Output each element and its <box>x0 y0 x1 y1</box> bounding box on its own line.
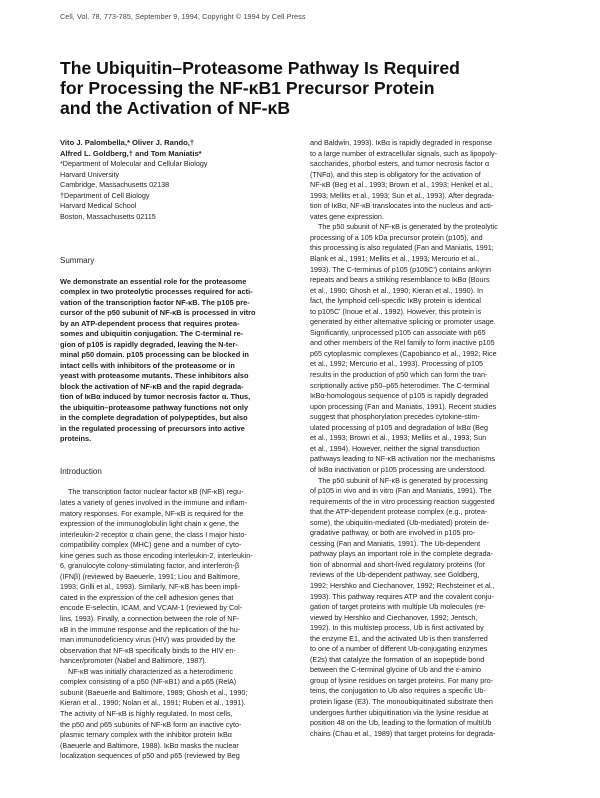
body-line: vates gene expression. <box>310 211 384 221</box>
intro-line: The activity of NF-κB is highly regulated. In most cells, <box>60 708 233 718</box>
intro-line: complex consisting of a p50 (NF-κB1) and a p65 (RelA) <box>60 677 237 687</box>
body-line: processing of a 105 kDa precursor protein (p105), and <box>310 232 483 242</box>
intro-line: matory responses. For example, NF-κB is required for the <box>60 508 244 518</box>
intro-line: kine genes such as those encoding interleukin-2, interleukin- <box>60 550 253 560</box>
running-head: Cell, Vol. 78, 773-785, September 9, 1994, Copyright © 1994 by Cell Press <box>60 12 306 21</box>
right-column <box>310 138 542 739</box>
affiliation-line: Cambridge, Massachusetts 02138 <box>60 180 170 190</box>
body-line: to p105C' (Inoue et al., 1992). However, this protein is <box>310 306 482 316</box>
summary-line: cursor of the p50 subunit of NF-κB is processed in vitro <box>60 308 256 318</box>
body-line: Blank et al., 1991; Mellits et al., 1993; Mercurio et al., <box>310 254 479 264</box>
title-line: for Processing the NF-κB1 Precursor Protein <box>60 78 435 98</box>
summary-line: We demonstrate an essential role for the proteasome <box>60 276 247 286</box>
body-line: fact, the lymphoid cell-specific IκBγ protein is identical <box>310 296 481 306</box>
body-line: generated by either alternative splicing or promoter usage. <box>310 317 496 327</box>
body-line: undergoes further ubiquitination via the lysine residue at <box>310 707 489 717</box>
body-line: saccharides, phorbol esters, and tumor necrosis factor α <box>310 159 490 169</box>
body-line: and Baldwin, 1993). IκBα is rapidly degraded in response <box>310 138 492 147</box>
body-line: et al., 1994). However, neither the signal transduction <box>310 443 480 453</box>
summary-line: complex in two proteolytic processes required for acti- <box>60 287 253 297</box>
paragraph <box>310 476 542 740</box>
summary-line: in the complete degradation of polypeptides, but also <box>60 413 248 423</box>
intro-line: encode E-selectin, ICAM, and VCAM-1 (reviewed by Col- <box>60 603 243 613</box>
body-line: pathway plays an important role in the complete degrada- <box>310 549 493 559</box>
body-line: position 48 on the Ub, leading to the formation of multiUb <box>310 718 492 728</box>
affiliation-line: Harvard University <box>60 169 120 179</box>
body-line: repeats and bears a striking resemblance to IκBα (Bours <box>310 275 490 285</box>
body-line: of IκBα inactivation or p105 processing are understood. <box>310 464 486 474</box>
body-line: et al., 1990; Ghosh et al., 1990; Kieran et al., 1990). In <box>310 285 484 295</box>
body-line: pathways leading to NF-κB activation nor the mechanisms <box>310 454 495 464</box>
body-line: 1992). In this multistep process, Ub is first activated by <box>310 623 484 633</box>
body-line: gation of target proteins with multiple Ub molecules (re- <box>310 602 486 612</box>
left-column <box>60 138 288 762</box>
body-line: some), the ubiquitin-mediated (Ub-mediated) protein de- <box>310 517 489 527</box>
body-line: The p50 subunit of NF-κB is generated by the proteolytic <box>318 222 498 232</box>
body-line: suggest that phosphorylation precedes cytokine-stim- <box>310 412 480 422</box>
intro-line: 1993; Grilli et al., 1993). Similarly, NF-κB has been impli- <box>60 582 241 592</box>
summary-line: minal p50 domain. p105 processing can be blocked in <box>60 350 249 360</box>
intro-line: lins, 1993). Finally, a connection between the role of NF- <box>60 614 240 624</box>
intro-line: plasmic ternary complex with the inhibitor protein IκBα <box>60 730 232 740</box>
body-line: et al., 1992; Mercurio et al., 1993). Processing of p105 <box>310 359 483 369</box>
introduction-heading: Introduction <box>60 466 102 476</box>
body-line: gradative pathway, or both are involved in p105 pro- <box>310 528 476 538</box>
summary-line: yeast with proteasome mutants. These inhibitors also <box>60 371 249 381</box>
body-line: 1992; Hershko and Ciechanover, 1992; Rechsteiner et al., <box>310 580 495 590</box>
intro-line: κB in the immune response and the replication of the hu- <box>60 624 241 634</box>
body-line: group of lysine residues on target proteins. For many pro- <box>310 675 493 685</box>
summary-line: by an ATP-dependent process that requires protea- <box>60 318 240 328</box>
author-line: Alfred L. Goldberg,† and Tom Maniatis* <box>60 148 202 158</box>
body-line: (TNFα), and this step is obligatory for the activation of <box>310 169 481 179</box>
summary-line: gion of p105 is rapidly degraded, leaving the N-ter- <box>60 339 238 349</box>
body-line: teins, the conjugation to Ub also requires a specific Ub- <box>310 686 486 696</box>
body-line: 1993; Mellits et al., 1993; Sun et al., 1993). After degrada- <box>310 190 495 200</box>
body-line: this processing is also regulated (Fan and Maniatis, 1991; <box>310 243 494 253</box>
intro-line: Kieran et al., 1990; Nolan et al., 1991; Ruben et al., 1991). <box>60 698 246 708</box>
body-line: NF-κB (Beg et al., 1993; Brown et al., 1993; Henkel et al., <box>310 180 493 190</box>
summary-line: in the regulated processing of precursors into active <box>60 423 245 433</box>
body-line: 1993). This pathway requires ATP and the covalent conju- <box>310 591 494 601</box>
intro-line: interleukin-2 receptor α chain gene, the class I major histo- <box>60 529 247 539</box>
intro-line: lates a variety of genes involved in the immune and inflam- <box>60 498 247 508</box>
intro-line: hancer/promoter (Nabel and Baltimore, 1987). <box>60 656 207 666</box>
paragraph <box>310 138 542 222</box>
summary-line: tion of IκBα induced by tumor necrosis factor α. Thus, <box>60 392 251 402</box>
body-line: to one of a number of different Ub-conjugating enzymes <box>310 644 488 654</box>
intro-line: NF-κB was initially characterized as a heterodimeric <box>68 666 233 676</box>
body-line: The p50 subunit of NF-κB is generated by processing <box>318 475 488 485</box>
intro-line: the p50 and p65 subunits of NF-κB form an inactive cyto- <box>60 719 242 729</box>
intro-line: 6, granulocyte colony-stimulating factor, and interferon-β <box>60 561 240 571</box>
intro-line: subunit (Baeuerle and Baltimore, 1989; Ghosh et al., 1990; <box>60 687 248 697</box>
body-line: Significantly, unprocessed p105 can associate with p65 <box>310 327 486 337</box>
title-line: The Ubiquitin–Proteasome Pathway Is Required <box>60 58 460 78</box>
title-line: and the Activation of NF-κB <box>60 98 291 118</box>
body-line: (E2s) that catalyze the formation of an isopeptide bond <box>310 654 485 664</box>
summary-line: block the activation of NF-κB and the rapid degrada- <box>60 381 244 391</box>
summary-line: the ubiquitin–proteasome pathway functions not only <box>60 402 249 412</box>
intro-line: cated in the expression of the cell adhesion genes that <box>60 592 234 602</box>
introduction-text <box>60 487 288 761</box>
affiliations <box>60 159 288 222</box>
authors <box>60 138 288 159</box>
intro-line: (Baeuerle and Baltimore, 1988). IκBα masks the nuclear <box>60 740 239 750</box>
body-line: protein ligase (E3). The monoubiquitinated substrate then <box>310 696 493 706</box>
summary-line: somes and ubiquitin conjugation. The C-terminal re- <box>60 329 244 339</box>
affiliation-line: †Department of Cell Biology <box>60 190 150 200</box>
body-line: chains (Chau et al., 1989) that target proteins for degrada- <box>310 728 496 738</box>
affiliation-line: *Department of Molecular and Cellular Biology <box>60 159 208 169</box>
paragraph <box>310 222 542 475</box>
intro-line: expression of the immunoglobulin light chain κ gene, the <box>60 519 239 529</box>
article-title <box>60 58 530 118</box>
body-line: and other members of the Rel family to form inactive p105 <box>310 338 495 348</box>
body-line: that the ATP-dependent protease complex (e.g., protea- <box>310 507 488 517</box>
body-line: tion of abnormal and short-lived regulatory proteins (for <box>310 559 485 569</box>
body-line: of p105 in vivo and in vitro (Fan and Maniatis, 1991). The <box>310 486 492 496</box>
affiliation-line: Harvard Medical School <box>60 201 137 211</box>
intro-line: observation that NF-κB specifically binds to the HIV en- <box>60 645 236 655</box>
intro-line: compatibility complex (MHC) gene and a number of cyto- <box>60 540 242 550</box>
intro-line: The transcription factor nuclear factor κB (NF-κB) regu- <box>68 487 244 497</box>
summary-heading: Summary <box>60 256 95 266</box>
body-line: upon processing (Fan and Maniatis, 1991). Recent studies <box>310 401 497 411</box>
body-line: results in the production of p50 which can form the tran- <box>310 370 488 380</box>
intro-line: man immunodeficiency virus (HIV) was provided by the <box>60 635 236 645</box>
intro-line: (IFNβ) (reviewed by Baeuerle, 1991; Liou and Baltimore, <box>60 571 240 581</box>
summary-line: vation of the transcription factor NF-κB. The p105 pre- <box>60 297 250 307</box>
author-line: Vito J. Palombella,* Oliver J. Rando,† <box>60 138 195 147</box>
body-line: between the C-terminal glycine of Ub and the ε-amino <box>310 665 482 675</box>
body-line: ulated processing of p105 and degradation of IκBα (Beg <box>310 422 488 432</box>
body-line: viewed by Hershko and Ciechanover, 1992; Jentsch, <box>310 612 478 622</box>
affiliation-line: Boston, Massachusetts 02115 <box>60 211 156 221</box>
body-line: requirements of the in vitro processing reaction suggested <box>310 496 495 506</box>
body-line: IκBα-homologous sequence of p105 is rapidly degraded <box>310 391 488 401</box>
summary-line: intact cells with inhibitors of the proteasome or in <box>60 360 235 370</box>
body-line: scriptionally active p50–p65 heterodimer. The C-terminal <box>310 380 490 390</box>
body-line: reviews of the Ub-dependent pathway, see Goldberg, <box>310 570 480 580</box>
body-line: 1993). The C-terminus of p105 (p105C') contains ankyrin <box>310 264 492 274</box>
body-line: to a large number of extracellular signals, such as lipopoly- <box>310 148 497 158</box>
intro-line: localization sequences of p50 and p65 (reviewed by Beg <box>60 751 240 761</box>
body-line: tion of IκBα, NF-κB translocates into the nucleus and acti- <box>310 201 494 211</box>
summary-line: proteins. <box>60 434 92 444</box>
body-line: p65 cytoplasmic complexes (Capobianco et al., 1992; Rice <box>310 348 497 358</box>
body-line: the enzyme E1, and the activated Ub is then transferred <box>310 633 488 643</box>
body-line: cessing (Fan and Maniatis, 1991). The Ub-dependent <box>310 538 481 548</box>
summary-text <box>60 277 288 445</box>
body-line: et al., 1993; Brown et al., 1993; Mellits et al., 1993; Sun <box>310 433 487 443</box>
